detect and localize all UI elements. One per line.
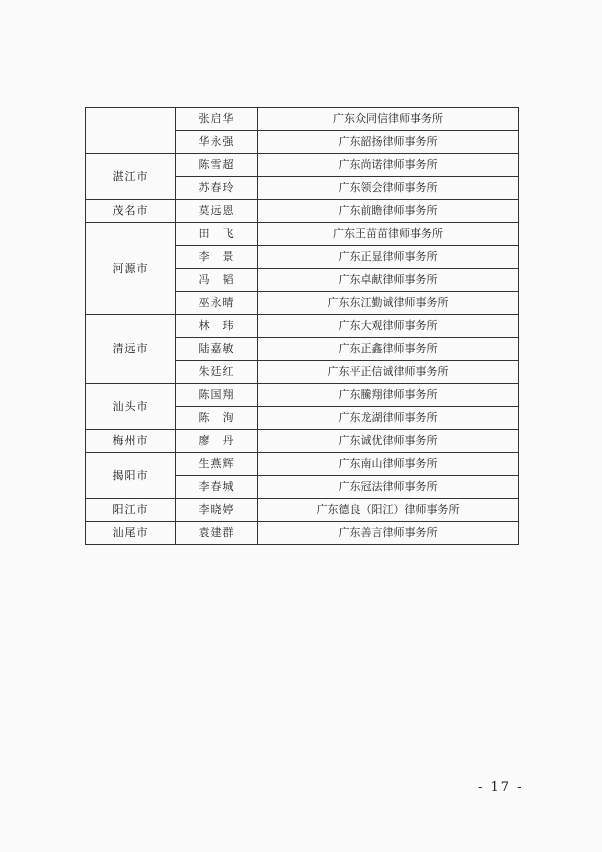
page-number: - 17 - [478,780,524,795]
city-cell: 汕尾市 [86,522,176,545]
lawyer-name-cell: 袁建群 [176,522,258,545]
lawyer-name-cell: 陈 洵 [176,407,258,430]
lawyer-roster-table [85,107,519,545]
lawyer-name-cell: 陆嘉敏 [176,338,258,361]
city-cell: 汕头市 [86,384,176,430]
lawyer-name-cell: 苏春玲 [176,177,258,200]
lawyer-name-cell: 朱廷红 [176,361,258,384]
law-firm-cell: 广东东江勤诚律师事务所 [258,292,519,315]
law-firm-cell: 广东大观律师事务所 [258,315,519,338]
law-firm-cell: 广东诚优律师事务所 [258,430,519,453]
law-firm-cell: 广东龙湖律师事务所 [258,407,519,430]
lawyer-name-cell: 李 景 [176,246,258,269]
lawyer-name-cell: 巫永晴 [176,292,258,315]
roster-table-body [86,108,519,545]
lawyer-name-cell: 莫远恩 [176,200,258,223]
law-firm-cell: 广东德良（阳江）律师事务所 [258,499,519,522]
lawyer-name-cell: 陈国翔 [176,384,258,407]
table-row [86,223,519,246]
law-firm-cell: 广东正鑫律师事务所 [258,338,519,361]
table-row [86,522,519,545]
law-firm-cell: 广东前瞻律师事务所 [258,200,519,223]
city-cell: 梅州市 [86,430,176,453]
city-cell: 清远市 [86,315,176,384]
city-cell: 湛江市 [86,154,176,200]
city-cell: 揭阳市 [86,453,176,499]
lawyer-name-cell: 林 玮 [176,315,258,338]
law-firm-cell: 广东冠法律师事务所 [258,476,519,499]
lawyer-name-cell: 冯 韬 [176,269,258,292]
lawyer-name-cell: 生燕辉 [176,453,258,476]
table-row [86,384,519,407]
law-firm-cell: 广东尚诺律师事务所 [258,154,519,177]
table-row [86,108,519,131]
table-row [86,430,519,453]
table-row [86,315,519,338]
lawyer-name-cell: 张启华 [176,108,258,131]
table-row [86,453,519,476]
law-firm-cell: 广东众同信律师事务所 [258,108,519,131]
law-firm-cell: 广东领会律师事务所 [258,177,519,200]
lawyer-name-cell: 李晓婷 [176,499,258,522]
lawyer-name-cell: 华永强 [176,131,258,154]
law-firm-cell: 广东正显律师事务所 [258,246,519,269]
law-firm-cell: 广东善言律师事务所 [258,522,519,545]
city-cell: 河源市 [86,223,176,315]
city-cell: 茂名市 [86,200,176,223]
lawyer-name-cell: 陈雪超 [176,154,258,177]
lawyer-name-cell: 李春城 [176,476,258,499]
city-cell [86,108,176,154]
table-row [86,499,519,522]
table-row [86,200,519,223]
city-cell: 阳江市 [86,499,176,522]
law-firm-cell: 广东王苗苗律师事务所 [258,223,519,246]
law-firm-cell: 广东平正信诚律师事务所 [258,361,519,384]
table-row [86,154,519,177]
lawyer-name-cell: 廖 丹 [176,430,258,453]
lawyer-name-cell: 田 飞 [176,223,258,246]
law-firm-cell: 广东南山律师事务所 [258,453,519,476]
law-firm-cell: 广东韶扬律师事务所 [258,131,519,154]
law-firm-cell: 广东卓献律师事务所 [258,269,519,292]
law-firm-cell: 广东騰翔律师事务所 [258,384,519,407]
